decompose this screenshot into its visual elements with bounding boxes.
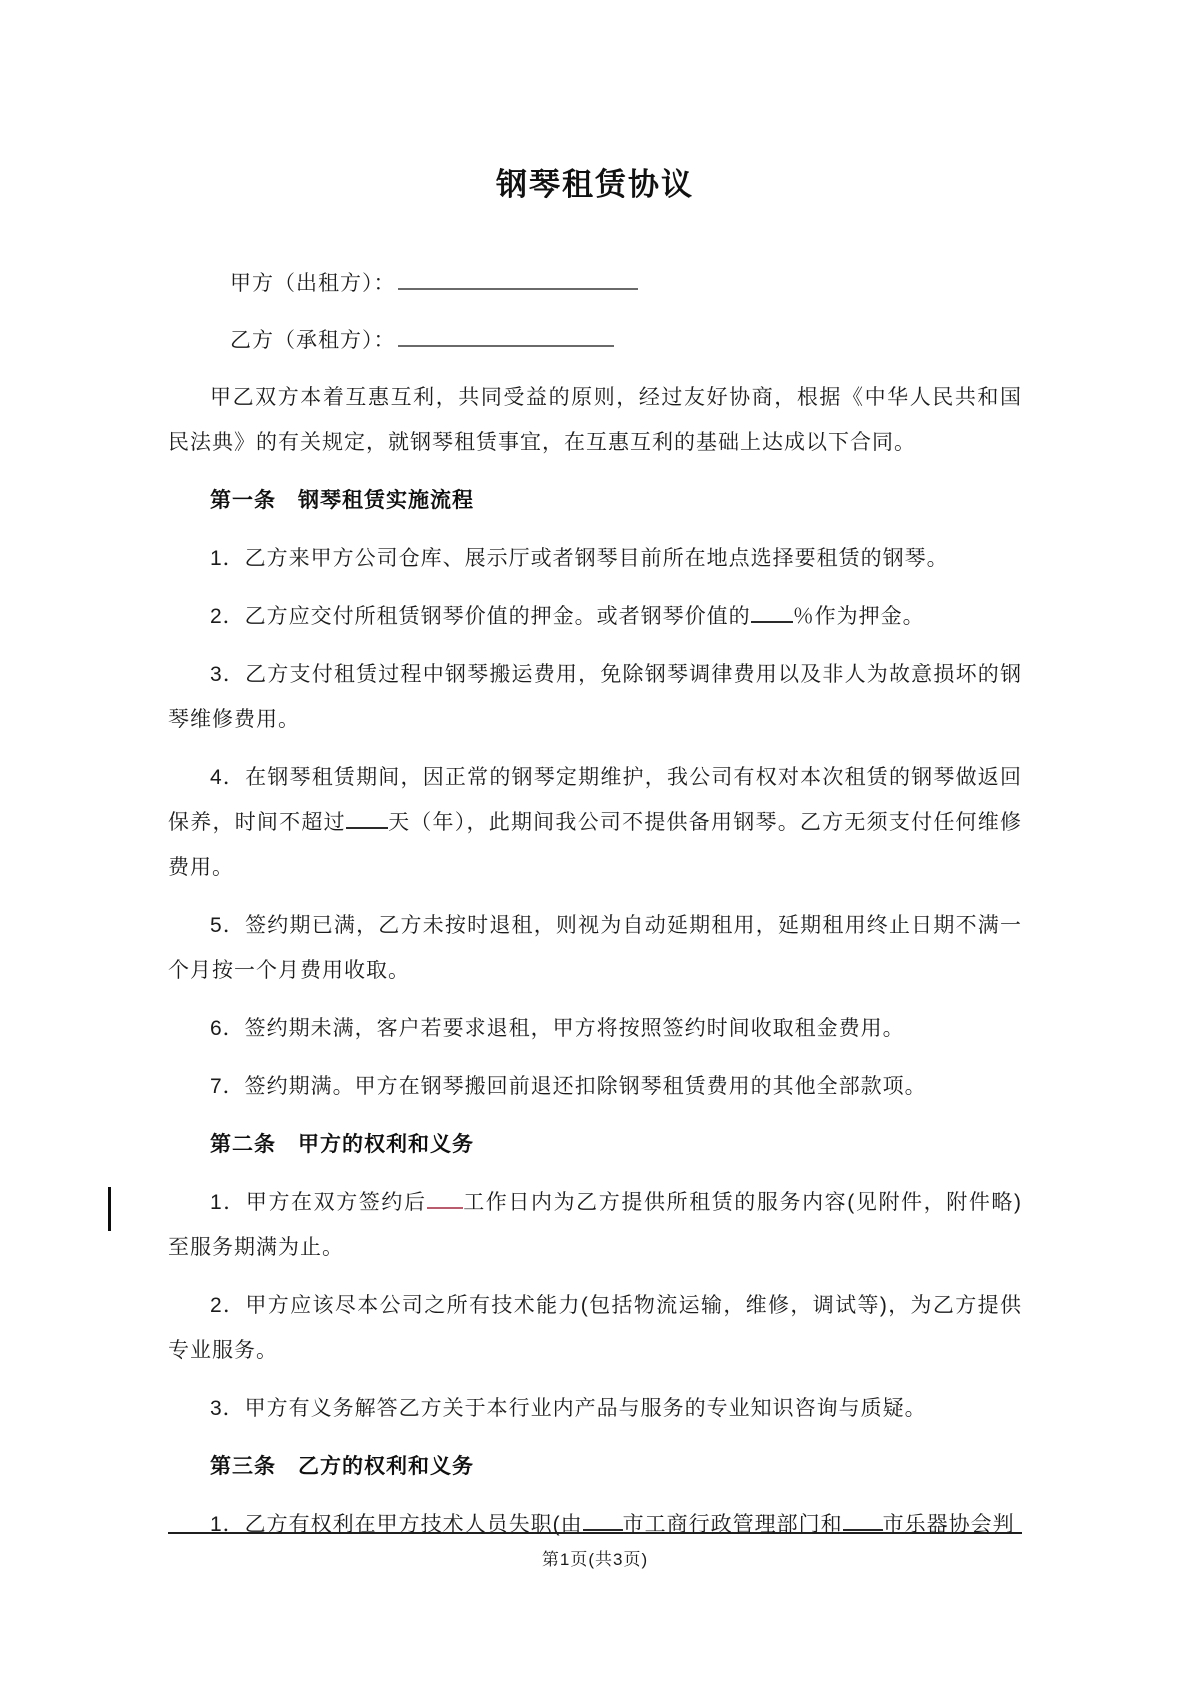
contract-clause: 1．甲方在双方签约后 工作日内为乙方提供所租赁的服务内容(见附件，附件略)至服务期满为止。 [168,1180,1022,1270]
document-title: 钢琴租赁协议 [496,167,694,202]
contract-clause: 7．签约期满。甲方在钢琴搬回前退还扣除钢琴租赁费用的其他全部款项。 [210,1075,927,1098]
contract-clause: 3．甲方有义务解答乙方关于本行业内产品与服务的专业知识咨询与质疑。 [210,1397,927,1420]
section-heading: 第一条 钢琴租赁实施流程 [210,489,474,512]
page-number: 第1页(共3页) [541,1550,649,1569]
revision-change-bar [108,1187,111,1231]
party-b-row [168,318,1022,363]
section-heading: 第三条 乙方的权利和义务 [210,1455,474,1478]
fill-in-blank[interactable] [751,600,793,623]
party-b-label: 乙方（承租方）： [230,329,396,352]
party-b-fill-line[interactable] [398,323,614,347]
contract-clause: 1．乙方有权利在甲方技术人员失职(由 市工商行政管理部门和 市乐器协会判 [168,1502,1022,1547]
contract-clause: 4．在钢琴租赁期间，因正常的钢琴定期维护，我公司有权对本次租赁的钢琴做返回保养，时间不超过 天（年），此期间我公司不提供备用钢琴。乙方无须支付任何维修费用。 [168,766,1023,879]
contract-clause: 2．乙方应交付所租赁钢琴价值的押金。或者钢琴价值的 ％作为押金。 [168,594,1022,639]
contract-clause: 6．签约期未满，客户若要求退租，甲方将按照签约时间收取租金费用。 [210,1017,905,1040]
contract-clause: 1．乙方来甲方公司仓库、展示厅或者钢琴目前所在地点选择要租赁的钢琴。 [210,547,949,570]
section-heading: 第二条 甲方的权利和义务 [210,1133,474,1156]
footer-divider [168,1532,1022,1534]
fill-in-blank[interactable] [583,1508,623,1531]
party-a-fill-line[interactable] [398,266,638,290]
contract-clause: 2．甲方应该尽本公司之所有技术能力(包括物流运输，维修，调试等)，为乙方提供专业服务。 [168,1294,1022,1362]
document-content [168,0,1022,1560]
document-body [168,478,1022,1547]
revision-fill-in-blank[interactable] [427,1186,463,1209]
contract-clause: 5．签约期已满，乙方未按时退租，则视为自动延期租用，延期租用终止日期不满一个月按一个月费用收取。 [168,914,1022,982]
party-a-label: 甲方（出租方）： [230,272,396,295]
fill-in-blank[interactable] [346,806,388,829]
contract-clause: 3．乙方支付租赁过程中钢琴搬运费用，免除钢琴调律费用以及非人为故意损坏的钢琴维修费用。 [168,663,1022,731]
intro-paragraph: 甲乙双方本着互惠互利，共同受益的原则，经过友好协商，根据《中华人民共和国民法典》的有关规定，就钢琴租赁事宜，在互惠互利的基础上达成以下合同。 [168,386,1022,454]
fill-in-blank[interactable] [843,1508,883,1531]
party-a-row [168,261,1022,306]
